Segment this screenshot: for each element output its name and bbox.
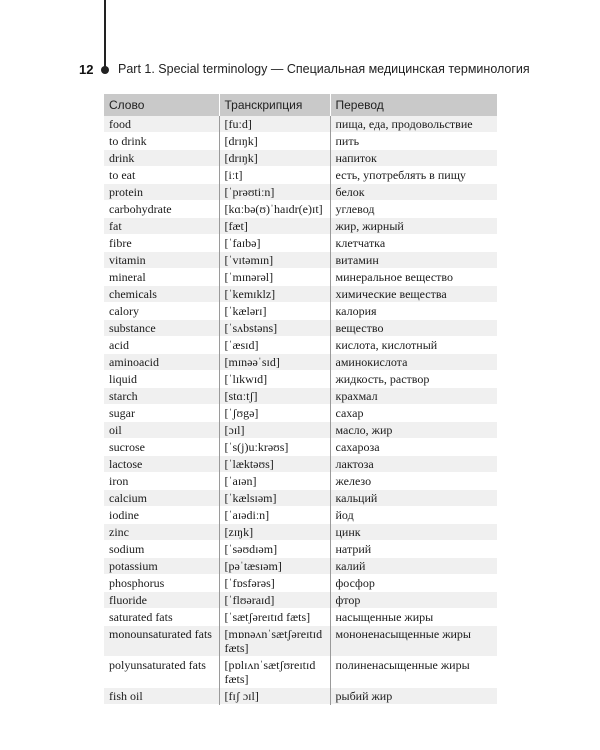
table-row	[104, 252, 497, 269]
translation-cell: напиток	[330, 150, 497, 167]
word-cell: acid	[104, 337, 219, 354]
translation-cell: клетчатка	[330, 235, 497, 252]
translation-cell: кальций	[330, 490, 497, 507]
translation-cell: жидкость, раствор	[330, 371, 497, 388]
word-cell: to drink	[104, 133, 219, 150]
table-row	[104, 541, 497, 558]
transcription-cell: [ˈʃʊgə]	[219, 405, 330, 422]
table-row	[104, 473, 497, 490]
translation-cell: масло, жир	[330, 422, 497, 439]
transcription-cell: [zɪŋk]	[219, 524, 330, 541]
column-header-transcription: Транскрипция	[219, 94, 330, 116]
translation-cell: белок	[330, 184, 497, 201]
word-cell: vitamin	[104, 252, 219, 269]
translation-cell: пить	[330, 133, 497, 150]
word-cell: fish oil	[104, 688, 219, 705]
word-cell: fluoride	[104, 592, 219, 609]
word-cell: sucrose	[104, 439, 219, 456]
transcription-cell: [drɪŋk]	[219, 150, 330, 167]
column-header-word: Слово	[104, 94, 219, 116]
transcription-cell: [ˈsʌbstəns]	[219, 320, 330, 337]
table-row	[104, 422, 497, 439]
translation-cell: насыщенные жиры	[330, 609, 497, 626]
word-cell: polyunsaturated fats	[104, 657, 219, 688]
word-cell: chemicals	[104, 286, 219, 303]
transcription-cell: [stɑːtʃ]	[219, 388, 330, 405]
table-row	[104, 657, 497, 688]
table-row	[104, 456, 497, 473]
transcription-cell: [pɒlɪʌnˈsætʃʊreɪtɪd fæts]	[219, 657, 330, 688]
translation-cell: химические вещества	[330, 286, 497, 303]
translation-cell: пища, еда, продовольствие	[330, 116, 497, 133]
table-row	[104, 184, 497, 201]
table-row	[104, 439, 497, 456]
word-cell: calcium	[104, 490, 219, 507]
table-row	[104, 490, 497, 507]
table-row	[104, 688, 497, 705]
transcription-cell: [ˈfaɪbə]	[219, 235, 330, 252]
table-row	[104, 405, 497, 422]
transcription-cell: [ˈkælərɪ]	[219, 303, 330, 320]
table-row	[104, 269, 497, 286]
translation-cell: минеральное вещество	[330, 269, 497, 286]
transcription-cell: [ˈaɪədiːn]	[219, 507, 330, 524]
translation-cell: рыбий жир	[330, 688, 497, 705]
word-cell: lactose	[104, 456, 219, 473]
translation-cell: лактоза	[330, 456, 497, 473]
table-row	[104, 575, 497, 592]
translation-cell: жир, жирный	[330, 218, 497, 235]
transcription-cell: [ˈsætʃərеɪtɪd fæts]	[219, 609, 330, 626]
table-row	[104, 524, 497, 541]
table-row	[104, 626, 497, 657]
table-row	[104, 286, 497, 303]
transcription-cell: [fæt]	[219, 218, 330, 235]
transcription-cell: [ˈfɒsfərəs]	[219, 575, 330, 592]
translation-cell: фосфор	[330, 575, 497, 592]
word-cell: starch	[104, 388, 219, 405]
translation-cell: сахар	[330, 405, 497, 422]
translation-cell: есть, употреблять в пищу	[330, 167, 497, 184]
word-cell: monounsaturated fats	[104, 626, 219, 657]
word-cell: carbohydrate	[104, 201, 219, 218]
transcription-cell: [ˈprəʊtiːn]	[219, 184, 330, 201]
transcription-cell: [fuːd]	[219, 116, 330, 133]
transcription-cell: [mɒnəʌnˈsætʃərеɪtɪd fæts]	[219, 626, 330, 657]
word-cell: iron	[104, 473, 219, 490]
table-row	[104, 150, 497, 167]
word-cell: liquid	[104, 371, 219, 388]
word-cell: aminoacid	[104, 354, 219, 371]
word-cell: zinc	[104, 524, 219, 541]
table-row	[104, 303, 497, 320]
transcription-cell: [ˈkælsɪəm]	[219, 490, 330, 507]
table-row	[104, 201, 497, 218]
word-cell: sodium	[104, 541, 219, 558]
table-row	[104, 609, 497, 626]
transcription-cell: [fɪʃ ɔɪl]	[219, 688, 330, 705]
translation-cell: сахароза	[330, 439, 497, 456]
word-cell: phosphorus	[104, 575, 219, 592]
transcription-cell: [ˈflʊəraɪd]	[219, 592, 330, 609]
word-cell: to eat	[104, 167, 219, 184]
translation-cell: углевод	[330, 201, 497, 218]
table-row	[104, 235, 497, 252]
translation-cell: фтор	[330, 592, 497, 609]
word-cell: calory	[104, 303, 219, 320]
transcription-cell: [drɪŋk]	[219, 133, 330, 150]
transcription-cell: [ˈaɪən]	[219, 473, 330, 490]
word-cell: drink	[104, 150, 219, 167]
translation-cell: калория	[330, 303, 497, 320]
table-row	[104, 592, 497, 609]
table-row	[104, 116, 497, 133]
transcription-cell: [pəˈtæsɪəm]	[219, 558, 330, 575]
word-cell: oil	[104, 422, 219, 439]
transcription-cell: [ˈkemɪklz]	[219, 286, 330, 303]
translation-cell: витамин	[330, 252, 497, 269]
transcription-cell: [ˈvɪtəmɪn]	[219, 252, 330, 269]
margin-bullet	[101, 66, 109, 74]
translation-cell: железо	[330, 473, 497, 490]
margin-rule	[104, 0, 106, 70]
translation-cell: полиненасыщенные жиры	[330, 657, 497, 688]
translation-cell: крахмал	[330, 388, 497, 405]
table-header	[104, 94, 497, 116]
word-cell: fibre	[104, 235, 219, 252]
word-cell: mineral	[104, 269, 219, 286]
translation-cell: натрий	[330, 541, 497, 558]
word-cell: substance	[104, 320, 219, 337]
page-number: 12	[79, 62, 94, 77]
transcription-cell: [ˈsəʊdɪəm]	[219, 541, 330, 558]
word-cell: fat	[104, 218, 219, 235]
transcription-cell: [ˈæsɪd]	[219, 337, 330, 354]
table-row	[104, 337, 497, 354]
table-row	[104, 558, 497, 575]
table-row	[104, 507, 497, 524]
table-body	[104, 116, 497, 705]
table-row	[104, 167, 497, 184]
transcription-cell: [iːt]	[219, 167, 330, 184]
word-cell: sugar	[104, 405, 219, 422]
table-row	[104, 388, 497, 405]
transcription-cell: [ɔɪl]	[219, 422, 330, 439]
table-row	[104, 371, 497, 388]
translation-cell: аминокислота	[330, 354, 497, 371]
transcription-cell: [ˈlæktəʊs]	[219, 456, 330, 473]
word-cell: iodine	[104, 507, 219, 524]
transcription-cell: [kɑːbə(ʊ)ˈhaɪdr(e)ɪt]	[219, 201, 330, 218]
translation-cell: мононенасыщенные жиры	[330, 626, 497, 657]
table-row	[104, 133, 497, 150]
translation-cell: кислота, кислотный	[330, 337, 497, 354]
word-cell: potassium	[104, 558, 219, 575]
vocabulary-table	[104, 94, 497, 705]
transcription-cell: [ˈlɪkwɪd]	[219, 371, 330, 388]
transcription-cell: [mɪnəəˈsɪd]	[219, 354, 330, 371]
table-row	[104, 354, 497, 371]
word-cell: food	[104, 116, 219, 133]
transcription-cell: [ˈs(j)uːkrəʊs]	[219, 439, 330, 456]
translation-cell: вещество	[330, 320, 497, 337]
table-row	[104, 320, 497, 337]
table-row	[104, 218, 497, 235]
word-cell: saturated fats	[104, 609, 219, 626]
transcription-cell: [ˈmɪnərəl]	[219, 269, 330, 286]
running-header: Part 1. Special terminology — Специальная медицинская терминология	[118, 62, 530, 76]
translation-cell: цинк	[330, 524, 497, 541]
translation-cell: калий	[330, 558, 497, 575]
word-cell: protein	[104, 184, 219, 201]
translation-cell: йод	[330, 507, 497, 524]
column-header-translation: Перевод	[330, 94, 497, 116]
